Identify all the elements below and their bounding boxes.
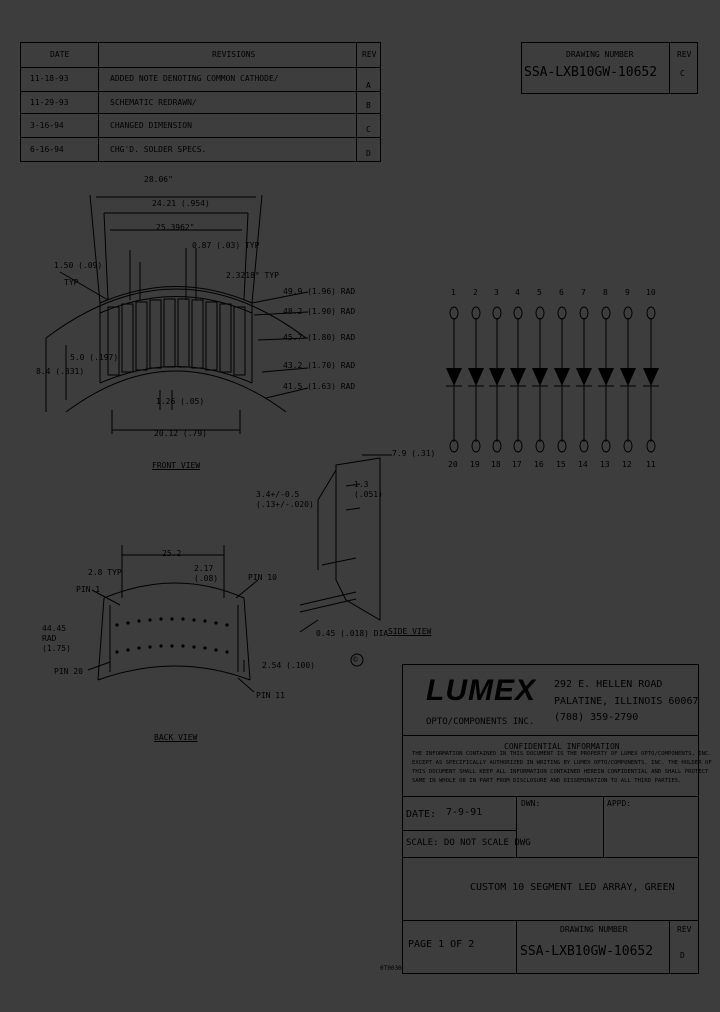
anode-pin-label: 3 — [494, 288, 499, 297]
rev-row-date: 11-29-93 — [30, 98, 69, 107]
top-rev-label: REV — [677, 50, 692, 59]
rev-row-date: 6-16-94 — [30, 145, 64, 154]
dim-side-pin-len: 3.4+/-0.5 (.13+/-.020) — [256, 490, 314, 509]
top-rev-value: C — [680, 69, 685, 78]
dim-back-width: 25.2 — [162, 549, 182, 558]
bottom-drawing-number-label: DRAWING NUMBER — [560, 925, 628, 934]
date-label: DATE: — [406, 809, 437, 820]
dim-typ: TYP — [64, 278, 79, 287]
cathode-pin-label: 20 — [448, 460, 458, 469]
pin-11-label: PIN 11 — [256, 691, 285, 700]
segment-slots — [108, 299, 245, 375]
rev-table-header-rev: REV — [362, 50, 377, 59]
dim-side-thick: 1.3 (.051) — [354, 480, 383, 499]
rev-row-date: 3-16-94 — [30, 121, 64, 130]
dim-rad-2: 48.2 (1.90) RAD — [283, 307, 356, 316]
cathode-pin-label: 17 — [512, 460, 522, 469]
dim-bottom-gap: 1.26 (.05) — [156, 397, 205, 406]
bottom-drawing-number: SSA-LXB10GW-10652 — [520, 944, 654, 959]
bottom-rev-label: REV — [677, 925, 692, 934]
scale-note: SCALE: DO NOT SCALE DWG — [406, 838, 531, 848]
dim-side-depth: 7.9 (.31) — [392, 449, 436, 458]
confidential-line: SAME IN WHOLE OR IN PART FROM DISCLOSURE AND DISSEMINATION TO ALL THIRD PARTIES. — [412, 778, 682, 784]
company-address-2: PALATINE, ILLINOIS 60067 — [554, 696, 699, 707]
date-value: 7-9-91 — [446, 807, 483, 818]
dim-back-pitch-b: 2.17 (.08) — [194, 564, 219, 583]
dim-back-pitch-a: 2.8 TYP — [88, 568, 122, 577]
rev-row-rev: B — [366, 101, 371, 110]
anode-pin-label: 7 — [581, 288, 586, 297]
dim-angle: 2.3218° TYP — [226, 271, 279, 280]
anode-pin-label: 6 — [559, 288, 564, 297]
cathode-pin-label: 15 — [556, 460, 566, 469]
drawing-title: CUSTOM 10 SEGMENT LED ARRAY, GREEN — [470, 882, 675, 893]
lumex-logo — [420, 674, 536, 714]
pin-20-label: PIN 20 — [54, 667, 83, 676]
dim-width-a: 24.21 (.954) — [152, 199, 210, 208]
page-number: PAGE 1 OF 2 — [408, 939, 475, 950]
side-view-label: SIDE VIEW — [388, 627, 432, 636]
pin-10-label: PIN 10 — [248, 573, 277, 582]
rev-row-text: SCHEMATIC REDRAWN/ — [110, 98, 197, 107]
front-view-label: FRONT VIEW — [152, 461, 201, 470]
schematic-lines — [454, 318, 651, 442]
dim-bottom-width: 20.12 (.79) — [154, 429, 207, 438]
dim-rad-4: 43.2 (1.70) RAD — [283, 361, 356, 370]
cathode-pin-label: 13 — [600, 460, 610, 469]
corner-code: 0T0030 — [380, 965, 402, 972]
schematic-pin-circles — [450, 307, 655, 452]
dim-rad-5: 41.5 (1.63) RAD — [283, 382, 356, 391]
copyright-mark: © — [353, 655, 358, 664]
anode-pin-label: 8 — [603, 288, 608, 297]
dim-rad-1: 49.9 (1.96) RAD — [283, 287, 356, 296]
dim-side-pin-dia: 0.45 (.018) DIA. — [316, 629, 394, 638]
dim-back-pin-pitch: 2.54 (.100) — [262, 661, 315, 670]
rev-table-header-revisions: REVISIONS — [212, 50, 256, 59]
top-drawing-number: SSA-LXB10GW-10652 — [524, 65, 658, 80]
cathode-pin-label: 14 — [578, 460, 588, 469]
anode-pin-label: 2 — [473, 288, 478, 297]
cathode-pin-label: 11 — [646, 460, 656, 469]
company-subtitle: OPTO/COMPONENTS INC. — [426, 717, 535, 727]
confidential-line: EXCEPT AS SPECIFICALLY AUTHORIZED IN WRITING BY LUMEX OPTO/COMPONENTS, INC. THE HOLDER OF — [412, 760, 712, 766]
anode-pin-label: 1 — [451, 288, 456, 297]
rev-row-text: CHG'D. SOLDER SPECS. — [110, 145, 207, 154]
back-view-label: BACK VIEW — [154, 733, 198, 742]
anode-pin-label: 5 — [537, 288, 542, 297]
dim-h-outer: 8.4 (.331) — [36, 367, 85, 376]
lumex-logo-text: LUMEX — [426, 674, 536, 707]
diode-triangles — [446, 368, 659, 386]
dim-back-rad: 44.45 RAD (1.75) — [42, 624, 71, 653]
dim-rad-3: 45.7 (1.80) RAD — [283, 333, 356, 342]
cathode-pin-label: 16 — [534, 460, 544, 469]
confidential-line: THE INFORMATION CONTAINED IN THIS DOCUMENT IS THE PROPERTY OF LUMEX OPTO/COMPONENTS, INC. — [412, 751, 712, 757]
dim-seg-width: 1.50 (.09) — [54, 261, 103, 270]
anode-pin-label: 4 — [515, 288, 520, 297]
rev-table-header-date: DATE — [50, 50, 70, 59]
pin-1-label: PIN 1 — [76, 585, 101, 594]
dim-h-inner: 5.0 (.197) — [70, 353, 119, 362]
company-address-1: 292 E. HELLEN ROAD — [554, 679, 663, 690]
company-phone: (708) 359-2790 — [554, 712, 639, 723]
rev-row-rev: A — [366, 81, 371, 90]
appd-label: APPD: — [607, 799, 632, 808]
front-arc-3 — [100, 297, 252, 314]
rev-row-rev: D — [366, 149, 371, 158]
anode-pin-label: 9 — [625, 288, 630, 297]
rev-row-text: CHANGED DIMENSION — [110, 121, 192, 130]
dwn-label: DWN: — [521, 799, 541, 808]
confidential-title: CONFIDENTIAL INFORMATION — [504, 742, 620, 751]
anode-pin-label: 10 — [646, 288, 656, 297]
cathode-pin-label: 12 — [622, 460, 632, 469]
dim-chord: 25.3962" — [156, 223, 195, 232]
back-view-pin-holes — [115, 617, 228, 653]
dim-overall-width: 28.06" — [144, 175, 173, 184]
rev-row-rev: C — [366, 125, 371, 134]
top-drawing-number-label: DRAWING NUMBER — [566, 50, 634, 59]
bottom-rev-value: D — [680, 951, 685, 960]
rev-row-text: ADDED NOTE DENOTING COMMON CATHODE/ — [110, 74, 279, 83]
cathode-pin-label: 19 — [470, 460, 480, 469]
dim-seg-gap: 0.87 (.03) TYP — [192, 241, 260, 250]
rev-row-date: 11-18-93 — [30, 74, 69, 83]
cathode-pin-label: 18 — [491, 460, 501, 469]
confidential-line: THIS DOCUMENT SHALL KEEP ALL INFORMATION CONTAINED HEREIN CONFIDENTIAL AND SHALL PROTECT — [412, 769, 709, 775]
